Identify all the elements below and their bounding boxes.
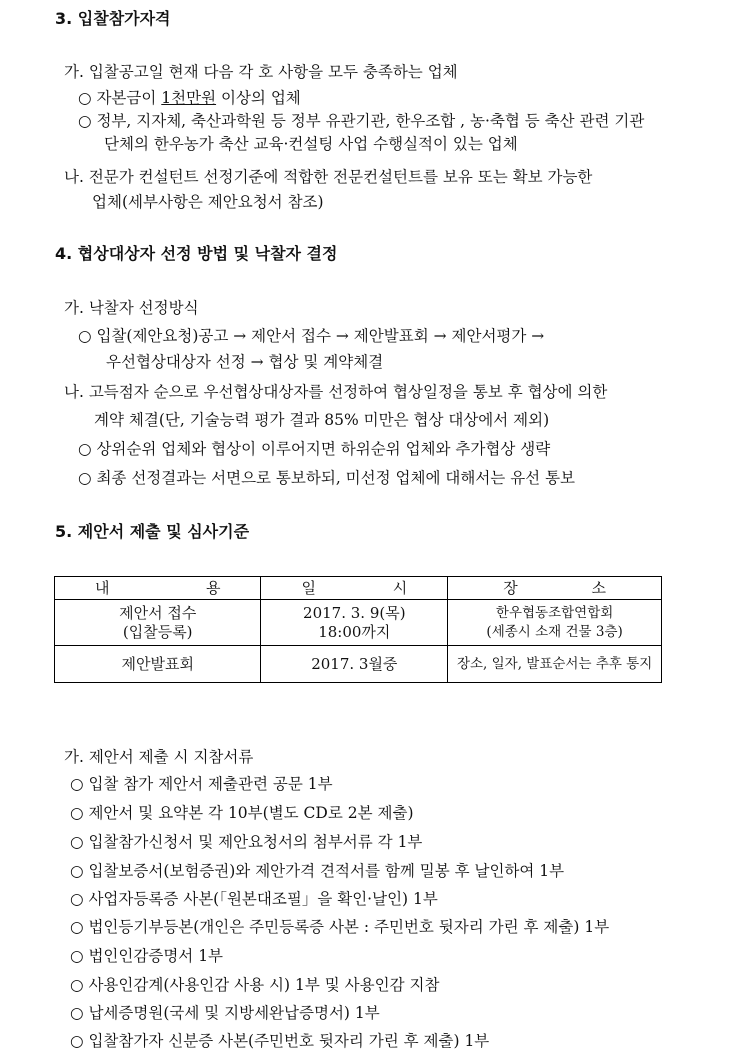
section-3-na-line-2: 업체(세부사항은 제안요청서 참조) [92,193,324,211]
section-4-na-line-1: 나. 고득점자 순으로 우선협상대상자를 선정하여 협상일정을 통보 후 협상에 의한 [64,383,608,401]
section-5-title: 5. 제안서 제출 및 심사기준 [55,522,250,541]
cell-place: 장소, 일자, 발표순서는 추후 통지 [448,646,662,683]
doc-item: ○ 법인인감증명서 1부 [70,947,224,965]
item-prefix: ○ 자본금이 [78,89,162,107]
cell-place [448,600,662,646]
table-header-row [55,577,662,600]
capital-amount: 1천만원 [161,89,217,107]
section-4-na-item-1: ○ 상위순위 업체와 협상이 이루어지면 하위순위 업체와 추가협상 생략 [78,440,551,458]
doc-item: ○ 입찰참가신청서 및 제안요청서의 첨부서류 각 1부 [70,833,423,851]
section-4-na-item-2: ○ 최종 선정결과는 서면으로 통보하되, 미선정 업체에 대해서는 유선 통보 [78,469,576,487]
section-3-item-1 [78,86,301,108]
cell-content: 제안발표회 [55,646,261,683]
header-char: 소 [591,578,606,597]
cell-content [55,600,261,646]
section-4-na-line-2: 계약 체결(단, 기술능력 평가 결과 85% 미만은 협상 대상에서 제외) [94,411,550,429]
section-4-process-line-2: 우선협상대상자 선정 → 협상 및 계약체결 [106,353,384,371]
item-suffix: 이상의 업체 [216,89,301,107]
doc-item: ○ 입찰보증서(보험증권)와 제안가격 견적서를 함께 밀봉 후 날인하여 1부 [70,862,565,880]
doc-item: ○ 입찰참가자 신분증 사본(주민번호 뒷자리 가린 후 제출) 1부 [70,1032,490,1050]
header-char: 용 [205,578,221,597]
doc-item: ○ 제안서 및 요약본 각 10부(별도 CD로 2본 제출) [70,804,414,822]
section-3-ga-label: 가. 입찰공고일 현재 다음 각 호 사항을 모두 충족하는 업체 [64,63,458,81]
cell-datetime [261,600,448,646]
cell-line: 한우협동조합연합회 [495,604,614,621]
cell-line: (세종시 소재 건물 3층) [486,623,623,640]
table-row [55,646,662,683]
header-datetime [261,577,448,600]
section-3-title: 3. 입찰참가자격 [55,9,171,28]
section-4-process-line-1: ○ 입찰(제안요청)공고 → 제안서 접수 → 제안발표회 → 제안서평가 → [78,327,545,345]
doc-item: ○ 법인등기부등본(개인은 주민등록증 사본 : 주민번호 뒷자리 가린 후 제출) 1부 [70,918,610,936]
header-content [55,577,261,600]
section-5-docs-label: 가. 제안서 제출 시 지참서류 [64,748,254,766]
section-4-ga-label: 가. 낙찰자 선정방식 [64,299,199,317]
section-4-title: 4. 협상대상자 선정 방법 및 낙찰자 결정 [55,244,338,263]
doc-item: ○ 사용인감계(사용인감 사용 시) 1부 및 사용인감 지참 [70,976,440,994]
section-3-item-2-line-1: ○ 정부, 지자체, 축산과학원 등 정부 유관기관, 한우조합 , 농·축협 등 축산 관련 기관 [78,112,645,130]
header-char: 시 [392,578,408,597]
table-row [55,600,662,646]
cell-line: 2017. 3. 9(목) [303,603,406,622]
doc-item: ○ 사업자등록증 사본(「원본대조필」을 확인·날인) 1부 [70,890,438,908]
cell-line: 18:00까지 [318,622,391,641]
doc-item: ○ 입찰 참가 제안서 제출관련 공문 1부 [70,775,333,793]
header-char: 내 [95,578,110,597]
header-place [448,577,662,600]
header-char: 장 [503,578,518,597]
cell-datetime: 2017. 3월중 [261,646,448,683]
section-3-na-line-1: 나. 전문가 컨설턴트 선정기준에 적합한 전문컨설턴트를 보유 또는 확보 가능한 [64,168,593,186]
cell-line: 제안서 접수 [119,603,197,622]
header-char: 일 [301,578,316,597]
doc-item: ○ 납세증명원(국세 및 지방세완납증명서) 1부 [70,1004,380,1022]
cell-line: (입찰등록) [122,622,193,641]
section-3-item-2-line-2: 단체의 한우농가 축산 교육·컨설팅 사업 수행실적이 있는 업체 [104,135,518,153]
schedule-table [54,576,662,683]
